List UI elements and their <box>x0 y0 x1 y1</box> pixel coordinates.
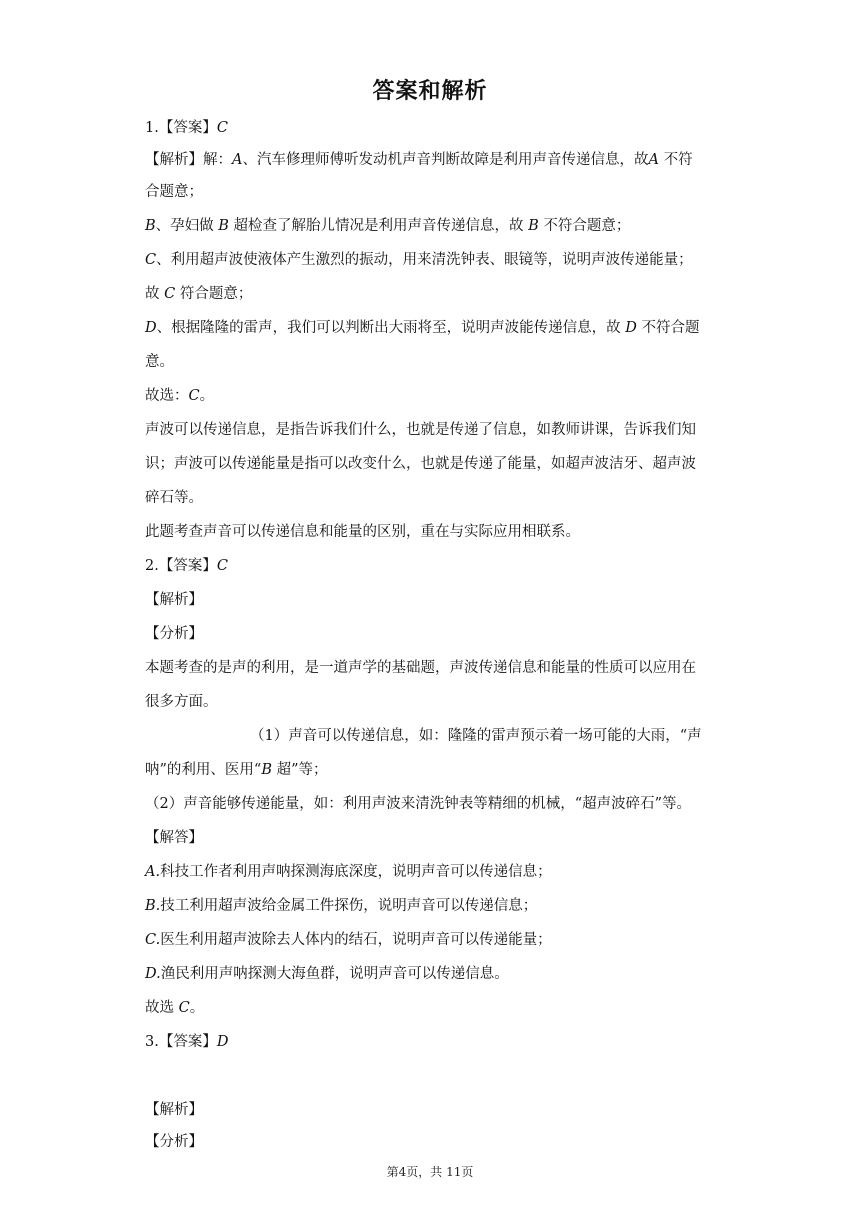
italic-option-letter: B <box>528 218 539 234</box>
italic-option-letter: A <box>648 152 659 168</box>
page-footer: 第4页，共 11页 <box>386 1165 474 1179</box>
text-run: 声波可以传递信息，是指告诉我们什么，也就是传递了信息，如教师讲课，告诉我们知 <box>145 422 696 438</box>
text-run: 很多方面。 <box>145 694 218 710</box>
text-line <box>145 182 203 202</box>
text-line <box>145 828 203 848</box>
text-run: 故 <box>145 286 165 302</box>
text-line <box>145 794 691 814</box>
text-run: 【解析】解： <box>145 152 232 168</box>
text-line <box>145 658 696 678</box>
text-run: 。 <box>189 1000 205 1016</box>
text-line <box>145 522 580 542</box>
italic-option-letter: D. <box>145 966 161 982</box>
text-line <box>145 150 693 170</box>
text-run: 此题考查声音可以传递信息和能量的区别，重在与实际应用相联系。 <box>145 524 580 540</box>
italic-option-letter: D <box>216 1034 229 1050</box>
text-line <box>145 118 228 138</box>
text-run: 、孕妇做 <box>155 218 219 234</box>
text-line <box>145 896 537 916</box>
text-run: 本题考查的是声的利用，是一道声学的基础题，声波传递信息和能量的性质可以应用在 <box>145 660 696 676</box>
text-run: 意。 <box>145 354 174 370</box>
text-run: 不符合题意； <box>538 218 631 234</box>
text-run: 不符 <box>658 152 693 168</box>
italic-option-letter: A. <box>145 864 161 880</box>
text-line <box>145 284 252 304</box>
text-run: 渔民利用声呐探测大海鱼群，说明声音可以传递信息。 <box>160 966 509 982</box>
text-run: 超检查了解胎儿情况是利用声音传递信息，故 <box>228 218 529 234</box>
text-line <box>145 930 552 950</box>
italic-option-letter: C <box>188 388 200 404</box>
text-run: （1）声音可以传递信息，如：隆隆的雷声预示着一场可能的大雨，“声 <box>250 728 702 744</box>
italic-option-letter: B <box>218 218 229 234</box>
text-run: 科技工作者利用声呐探测海底深度，说明声音可以传递信息； <box>160 864 552 880</box>
text-run: 1.【答案】 <box>145 120 217 136</box>
text-run: 【解析】 <box>145 1102 203 1118</box>
text-line <box>145 352 174 372</box>
text-line <box>145 1132 203 1152</box>
text-run: 【分析】 <box>145 1134 203 1150</box>
text-run: 【解析】 <box>145 592 203 608</box>
text-run: 【解答】 <box>145 830 203 846</box>
text-line <box>145 760 328 780</box>
text-line <box>145 998 204 1018</box>
italic-option-letter: B. <box>145 898 161 914</box>
text-line <box>145 488 203 508</box>
italic-option-letter: D <box>145 320 157 336</box>
text-line <box>145 1100 203 1120</box>
text-line <box>250 726 702 746</box>
text-run: （2）声音能够传递能量，如：利用声波来清洗钟表等精细的机械，“超声波碎石”等。 <box>145 796 692 812</box>
text-line <box>145 250 693 270</box>
italic-option-letter: C <box>216 558 228 574</box>
text-line <box>145 318 700 338</box>
text-line <box>145 216 630 236</box>
text-line <box>145 964 509 984</box>
text-line <box>145 420 696 440</box>
text-run: 合题意； <box>145 184 203 200</box>
text-run: 故选 <box>145 1000 179 1016</box>
text-run: 识；声波可以传递能量是指可以改变什么，也就是传递了能量，如超声波洁牙、超声波 <box>145 456 696 472</box>
text-line <box>145 386 214 406</box>
text-run: 故选： <box>145 388 189 404</box>
italic-option-letter: A <box>232 152 243 168</box>
italic-option-letter: B <box>145 218 156 234</box>
text-run: 3.【答案】 <box>145 1034 217 1050</box>
text-run: 。 <box>199 388 215 404</box>
page-title: 答案和解析 <box>372 79 488 104</box>
italic-option-letter: C <box>178 1000 190 1016</box>
italic-option-letter: C. <box>145 932 161 948</box>
text-run: 、汽车修理师傅听发动机声音判断故障是利用声音传递信息，故 <box>242 152 649 168</box>
italic-option-letter: B <box>261 762 272 778</box>
text-run: 碎石等。 <box>145 490 203 506</box>
italic-option-letter: D <box>625 320 637 336</box>
text-line <box>145 454 696 474</box>
text-run: 不符合题 <box>636 320 700 336</box>
text-run: 符合题意； <box>175 286 253 302</box>
text-line <box>145 692 218 712</box>
text-run: 【分析】 <box>145 626 203 642</box>
text-line <box>145 1032 228 1052</box>
italic-option-letter: C <box>216 120 228 136</box>
text-run: 2.【答案】 <box>145 558 217 574</box>
text-run: 技工利用超声波给金属工件探伤，说明声音可以传递信息； <box>160 898 538 914</box>
text-line <box>145 862 552 882</box>
text-line <box>145 590 203 610</box>
italic-option-letter: C <box>145 252 157 268</box>
text-run: 医生利用超声波除去人体内的结石，说明声音可以传递能量； <box>160 932 552 948</box>
text-run: 呐”的利用、医用“ <box>145 762 262 778</box>
text-run: 、根据隆隆的雷声，我们可以判断出大雨将至，说明声波能传递信息，故 <box>156 320 626 336</box>
text-line <box>145 556 228 576</box>
text-line <box>145 624 203 644</box>
italic-option-letter: C <box>164 286 176 302</box>
text-run: 超”等； <box>271 762 328 778</box>
text-run: 、利用超声波使液体产生激烈的振动，用来清洗钟表、眼镜等，说明声波传递能量； <box>156 252 693 268</box>
